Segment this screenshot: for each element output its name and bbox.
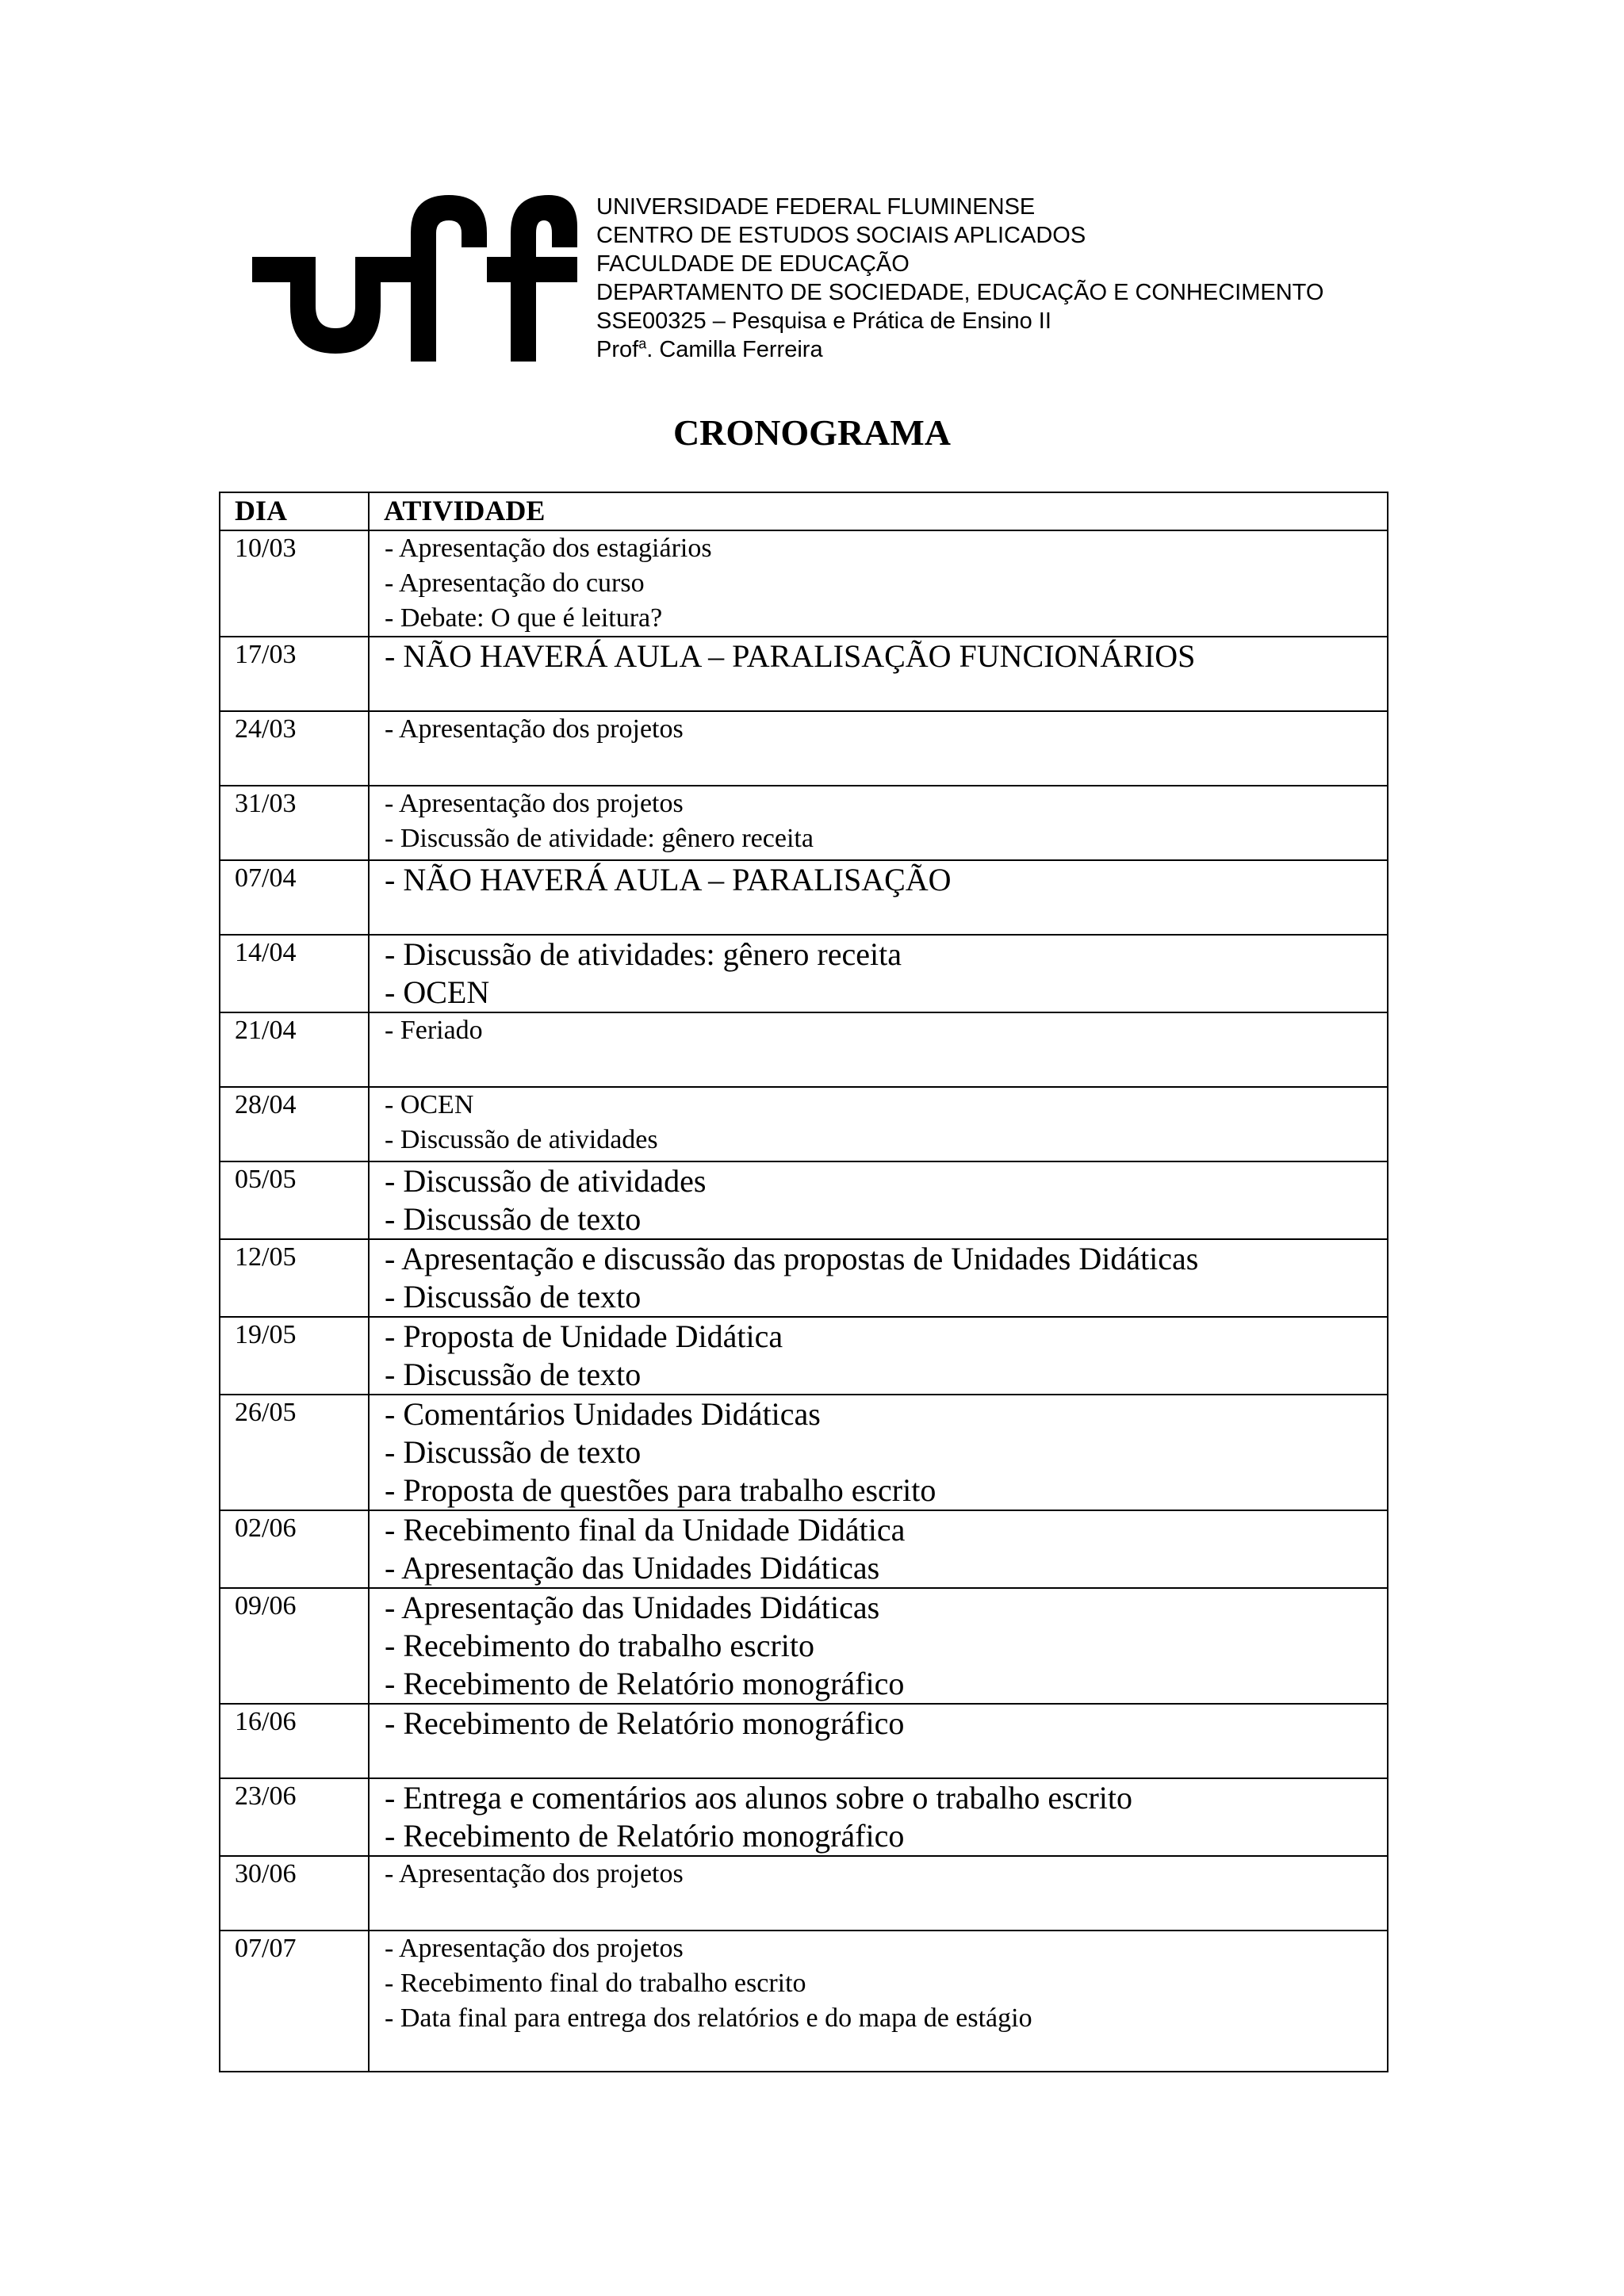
activity-cell — [369, 1087, 1388, 1161]
activity-line: - Entrega e comentários aos alunos sobre o trabalho escrito — [385, 1780, 1133, 1816]
activity-line: - Apresentação dos projetos — [385, 1934, 684, 1963]
activity-cell — [369, 1510, 1388, 1588]
activity-cell — [369, 711, 1388, 786]
activity-cell — [369, 1704, 1388, 1778]
day-cell: 12/05 — [220, 1239, 369, 1317]
table-row — [220, 1395, 1388, 1510]
day-cell: 14/04 — [220, 935, 369, 1012]
activity-cell — [369, 530, 1388, 637]
table-header-row — [220, 492, 1388, 530]
activity-line: - Proposta de questões para trabalho escrito — [385, 1472, 936, 1508]
activity-line: - Recebimento de Relatório monográfico — [385, 1818, 905, 1854]
table-row — [220, 860, 1388, 935]
day-cell: 23/06 — [220, 1778, 369, 1856]
day-cell: 07/04 — [220, 860, 369, 935]
table-row — [220, 530, 1388, 637]
activity-cell — [369, 1239, 1388, 1317]
activity-line: - Recebimento final do trabalho escrito — [385, 1969, 806, 1998]
activity-cell — [369, 1856, 1388, 1931]
activity-cell — [369, 786, 1388, 860]
activity-line: - Apresentação dos projetos — [385, 714, 684, 744]
activity-cell — [369, 1931, 1388, 2072]
day-cell: 21/04 — [220, 1012, 369, 1087]
table-row — [220, 1012, 1388, 1087]
activity-line: - Proposta de Unidade Didática — [385, 1318, 783, 1354]
activity-line: - Apresentação das Unidades Didáticas — [385, 1590, 880, 1625]
table-row — [220, 1317, 1388, 1395]
table-row — [220, 1856, 1388, 1931]
day-cell: 28/04 — [220, 1087, 369, 1161]
day-cell: 09/06 — [220, 1588, 369, 1704]
activity-cell — [369, 1395, 1388, 1510]
day-cell: 05/05 — [220, 1161, 369, 1239]
column-header-day: DIA — [220, 492, 369, 530]
activity-cell — [369, 1012, 1388, 1087]
activity-line: - Discussão de atividades — [385, 1125, 658, 1154]
activity-line: - Apresentação e discussão das propostas de Unidades Didáticas — [385, 1241, 1199, 1276]
day-cell: 31/03 — [220, 786, 369, 860]
day-cell: 07/07 — [220, 1931, 369, 2072]
professor-superscript: a — [638, 335, 647, 352]
page-title: CRONOGRAMA — [672, 412, 952, 453]
header-line-department: DEPARTAMENTO DE SOCIEDADE, EDUCAÇÃO E CONHECIMENTO — [596, 280, 1324, 305]
professor-name: . Camilla Ferreira — [646, 337, 823, 362]
day-cell: 26/05 — [220, 1395, 369, 1510]
day-cell: 17/03 — [220, 637, 369, 711]
activity-line: - Apresentação das Unidades Didáticas — [385, 1550, 880, 1586]
activity-line: - OCEN — [385, 1090, 474, 1119]
schedule-table — [219, 492, 1388, 2072]
activity-line: - Apresentação dos projetos — [385, 789, 684, 818]
day-cell: 02/06 — [220, 1510, 369, 1588]
professor-prefix: Prof — [596, 337, 639, 362]
table-row — [220, 1704, 1388, 1778]
activity-line: - Debate: O que é leitura? — [385, 603, 663, 633]
day-cell: 16/06 — [220, 1704, 369, 1778]
header-line-center: CENTRO DE ESTUDOS SOCIAIS APLICADOS — [596, 223, 1086, 248]
activity-line: - Discussão de texto — [385, 1357, 642, 1392]
activity-line: - NÃO HAVERÁ AULA – PARALISAÇÃO — [385, 862, 952, 897]
activity-cell — [369, 1588, 1388, 1704]
activity-line: - Discussão de texto — [385, 1201, 642, 1237]
header-line-faculty: FACULDADE DE EDUCAÇÃO — [596, 251, 910, 277]
table-row — [220, 1161, 1388, 1239]
activity-line: - Discussão de atividades — [385, 1163, 707, 1199]
table-row — [220, 1778, 1388, 1856]
header-line-professor — [596, 335, 1323, 364]
activity-cell — [369, 935, 1388, 1012]
table-row — [220, 935, 1388, 1012]
activity-cell — [369, 1778, 1388, 1856]
header-line-university: UNIVERSIDADE FEDERAL FLUMINENSE — [596, 194, 1036, 220]
activity-line: - NÃO HAVERÁ AULA – PARALISAÇÃO FUNCIONÁRIOS — [385, 638, 1196, 674]
activity-line: - Discussão de texto — [385, 1279, 642, 1314]
table-row — [220, 711, 1388, 786]
activity-line: - Apresentação dos estagiários — [385, 534, 712, 563]
activity-cell — [369, 1317, 1388, 1395]
activity-line: - Recebimento de Relatório monográfico — [385, 1666, 905, 1701]
institution-header — [596, 193, 1323, 364]
activity-cell — [369, 860, 1388, 935]
activity-line: - Recebimento do trabalho escrito — [385, 1628, 815, 1663]
day-cell: 30/06 — [220, 1856, 369, 1931]
table-row — [220, 637, 1388, 711]
day-cell: 24/03 — [220, 711, 369, 786]
activity-line: - Discussão de atividade: gênero receita — [385, 824, 814, 853]
uff-logo — [252, 187, 577, 362]
day-cell: 19/05 — [220, 1317, 369, 1395]
activity-line: - Apresentação do curso — [385, 568, 645, 598]
activity-line: - Recebimento final da Unidade Didática — [385, 1512, 906, 1548]
activity-line: - Discussão de atividades: gênero receita — [385, 936, 902, 972]
activity-line: - Comentários Unidades Didáticas — [385, 1396, 821, 1432]
day-cell: 10/03 — [220, 530, 369, 637]
activity-cell — [369, 1161, 1388, 1239]
activity-line: - Recebimento de Relatório monográfico — [385, 1705, 905, 1741]
activity-line: - OCEN — [385, 974, 490, 1010]
activity-cell — [369, 637, 1388, 711]
activity-line: - Apresentação dos projetos — [385, 1859, 684, 1888]
column-header-activity: ATIVIDADE — [369, 492, 1388, 530]
table-row — [220, 1510, 1388, 1588]
activity-line: - Data final para entrega dos relatórios e do mapa de estágio — [385, 2003, 1032, 2033]
table-row — [220, 1588, 1388, 1704]
table-row — [220, 1931, 1388, 2072]
header-line-course: SSE00325 – Pesquisa e Prática de Ensino II — [596, 308, 1051, 334]
table-row — [220, 786, 1388, 860]
activity-line: - Discussão de texto — [385, 1434, 642, 1470]
table-row — [220, 1087, 1388, 1161]
table-row — [220, 1239, 1388, 1317]
activity-line: - Feriado — [385, 1016, 483, 1045]
